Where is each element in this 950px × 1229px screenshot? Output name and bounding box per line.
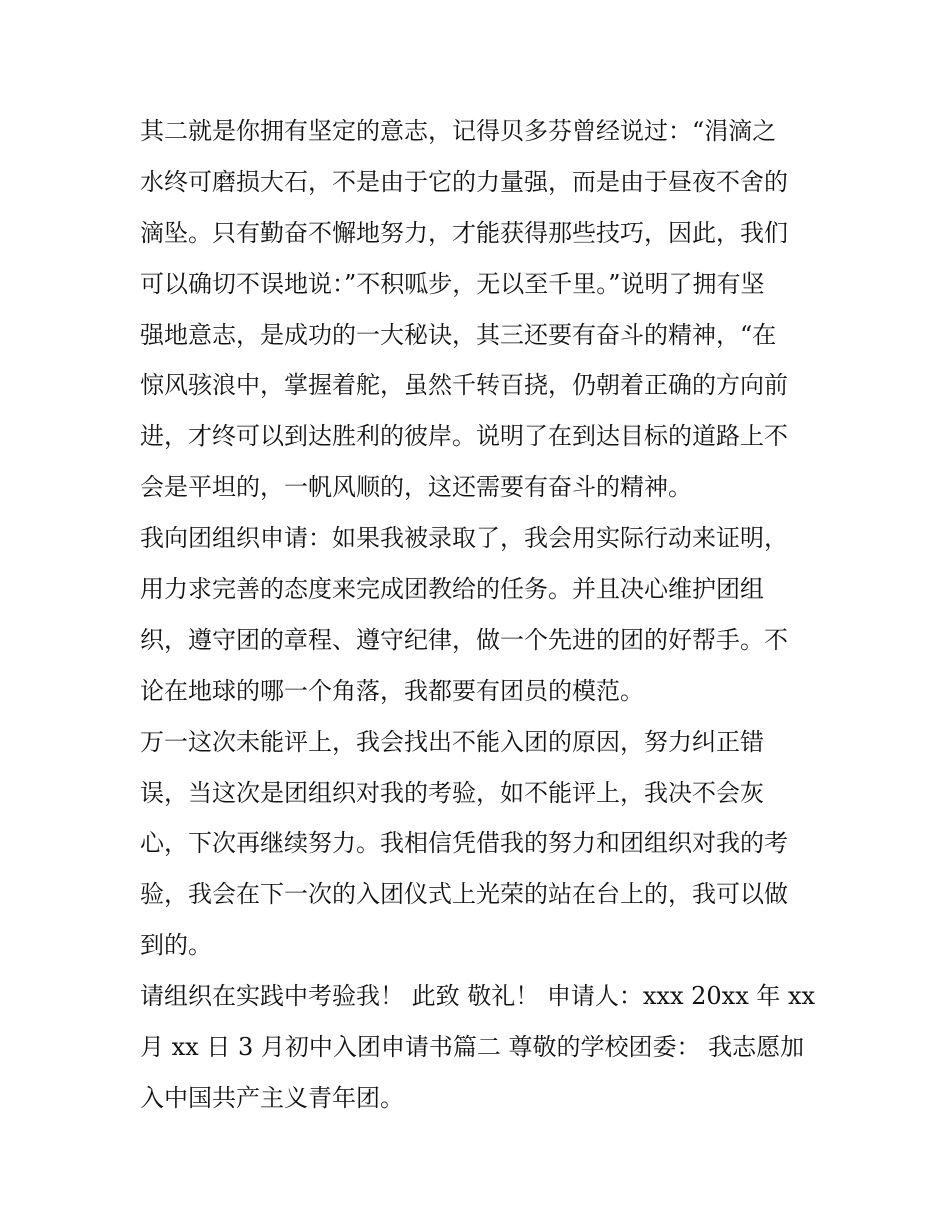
text-line: 惊风骇浪中，掌握着舵，虽然千转百挠，仍朝着正确的方向前 (140, 371, 788, 400)
text-line: 请组织在实践中考验我！ 此致 敬礼！ 申请人：xxx 20xx 年 xx (140, 982, 816, 1011)
text-line: 万一这次未能评上，我会找出不能入团的原因，努力纠正错 (140, 727, 764, 756)
text-line: 滴坠。只有勤奋不懈地努力，才能获得那些技巧，因此，我们 (140, 218, 788, 247)
text-line: 论在地球的哪一个角落，我都要有团员的模范。 (140, 676, 644, 705)
text-line: 用力求完善的态度来完成团教给的任务。并且决心维护团组 (140, 575, 764, 604)
text-line: 织，遵守团的章程、遵守纪律，做一个先进的团的好帮手。不 (140, 625, 788, 654)
text-line: 我向团组织申请：如果我被录取了，我会用实际行动来证明， (140, 524, 788, 553)
text-line: 入中国共产主义青年团。 (140, 1083, 404, 1112)
text-line: 可以确切不误地说：”不积呱步，无以至千里。”说明了拥有坚 (140, 269, 765, 298)
text-line: 验，我会在下一次的入团仪式上光荣的站在台上的，我可以做 (140, 880, 788, 909)
text-line: 会是平坦的，一帆风顺的，这还需要有奋斗的精神。 (140, 473, 692, 502)
text-line: 水终可磨损大石，不是由于它的力量强，而是由于昼夜不舍的 (140, 167, 788, 196)
text-line: 误，当这次是团组织对我的考验，如不能评上，我决不会灰 (140, 778, 764, 807)
text-line: 心，下次再继续努力。我相信凭借我的努力和团组织对我的考 (140, 829, 788, 858)
text-line: 进，才终可以到达胜利的彼岸。说明了在到达目标的道路上不 (140, 422, 788, 451)
text-line: 到的。 (140, 931, 212, 960)
text-line: 月 xx 日 3 月初中入团申请书篇二 尊敬的学校团委： 我志愿加 (140, 1033, 805, 1062)
body-text (140, 106, 820, 1124)
text-line: 其二就是你拥有坚定的意志，记得贝多芬曾经说过：“涓滴之 (140, 117, 777, 145)
text-line: 强地意志，是成功的一大秘诀，其三还要有奋斗的精神，“在 (140, 320, 777, 349)
